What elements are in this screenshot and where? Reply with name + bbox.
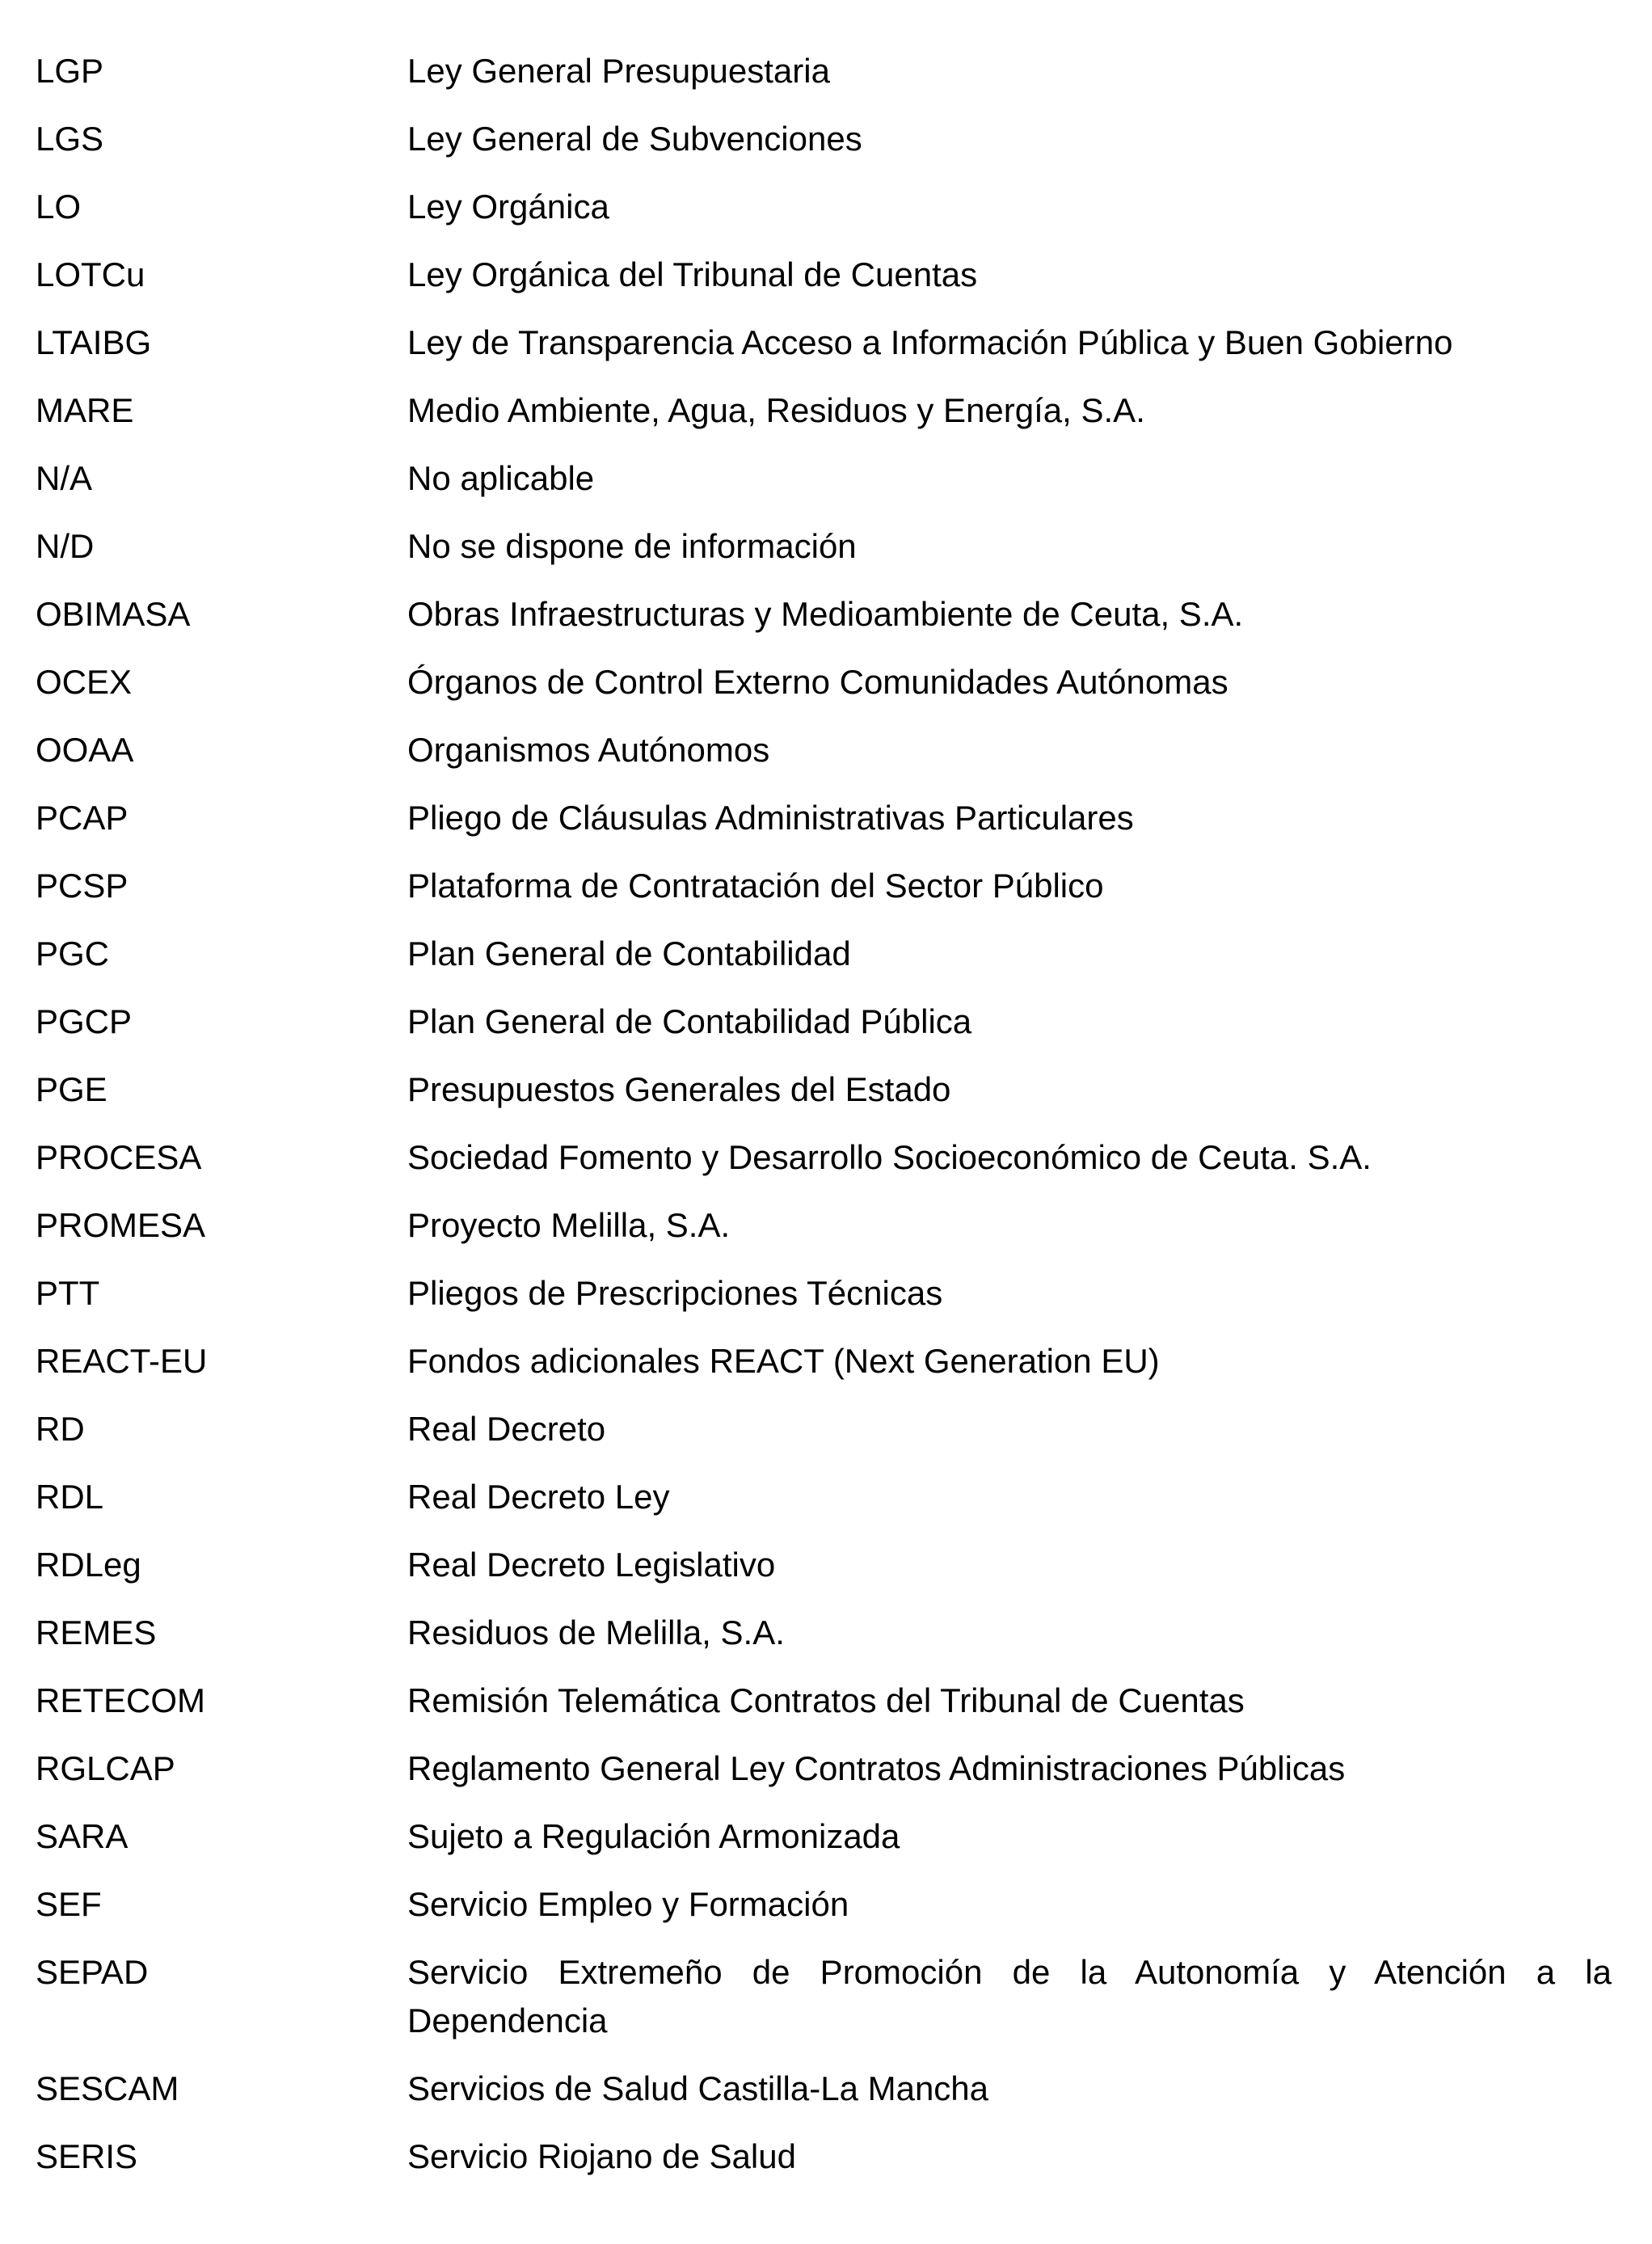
glossary-abbreviation: PGE	[36, 1070, 107, 1108]
glossary-row	[36, 454, 1612, 503]
glossary-row	[36, 522, 1612, 571]
glossary-definition: Medio Ambiente, Agua, Residuos y Energía, S.A.	[407, 391, 1145, 429]
glossary-row	[36, 1065, 1612, 1114]
glossary-abbreviation: SEF	[36, 1885, 102, 1923]
glossary-row	[36, 930, 1612, 978]
glossary-row	[36, 1812, 1612, 1861]
glossary-row	[36, 726, 1612, 774]
glossary-row	[36, 1201, 1612, 1250]
glossary-row	[36, 1609, 1612, 1657]
glossary-abbreviation: LO	[36, 188, 82, 226]
glossary-definition: Ley Orgánica del Tribunal de Cuentas	[407, 255, 978, 293]
glossary-abbreviation: REMES	[36, 1613, 157, 1651]
glossary-definition: Fondos adicionales REACT (Next Generation EU)	[407, 1342, 1160, 1380]
glossary-abbreviation: RGLCAP	[36, 1749, 175, 1787]
glossary-abbreviation: RETECOM	[36, 1681, 205, 1719]
glossary-row	[36, 1677, 1612, 1725]
glossary-abbreviation: SESCAM	[36, 2069, 179, 2107]
glossary-definition: Pliegos de Prescripciones Técnicas	[407, 1274, 943, 1312]
abbreviations-glossary	[36, 47, 1612, 2200]
glossary-definition: Presupuestos Generales del Estado	[407, 1070, 951, 1108]
glossary-definition: Plan General de Contabilidad	[407, 934, 851, 972]
glossary-definition: Organismos Autónomos	[407, 731, 770, 769]
glossary-row	[36, 1473, 1612, 1521]
glossary-row	[36, 1405, 1612, 1453]
glossary-row	[36, 183, 1612, 231]
glossary-row	[36, 1337, 1612, 1386]
glossary-row	[36, 1269, 1612, 1318]
glossary-definition: Remisión Telemática Contratos del Tribunal de Cuentas	[407, 1681, 1245, 1719]
glossary-definition: No aplicable	[407, 459, 595, 497]
glossary-abbreviation: PCSP	[36, 867, 129, 905]
glossary-abbreviation: OOAA	[36, 731, 134, 769]
glossary-abbreviation: PROMESA	[36, 1206, 206, 1244]
glossary-row	[36, 998, 1612, 1046]
glossary-abbreviation: PROCESA	[36, 1138, 202, 1176]
glossary-abbreviation: LOTCu	[36, 255, 145, 293]
glossary-row	[36, 658, 1612, 707]
glossary-row	[36, 1744, 1612, 1793]
glossary-definition: Real Decreto	[407, 1410, 606, 1448]
glossary-definition: Obras Infraestructuras y Medioambiente de Ceuta, S.A.	[407, 595, 1244, 633]
glossary-definition: Servicio Extremeño de Promoción de la Autonomía y Atención a la Dependencia	[407, 1953, 1612, 2039]
glossary-row	[36, 318, 1612, 367]
glossary-definition: Órganos de Control Externo Comunidades Autónomas	[407, 663, 1228, 701]
glossary-row	[36, 115, 1612, 163]
glossary-row	[36, 794, 1612, 842]
glossary-abbreviation: PGCP	[36, 1002, 133, 1040]
glossary-definition: Sociedad Fomento y Desarrollo Socioeconómico de Ceuta. S.A.	[407, 1138, 1372, 1176]
glossary-row	[36, 2065, 1612, 2113]
glossary-abbreviation: PGC	[36, 934, 110, 972]
glossary-definition: Residuos de Melilla, S.A.	[407, 1613, 785, 1651]
glossary-abbreviation: MARE	[36, 391, 134, 429]
glossary-abbreviation: LGS	[36, 120, 104, 158]
glossary-row	[36, 47, 1612, 95]
glossary-definition: Plataforma de Contratación del Sector Público	[407, 867, 1104, 905]
glossary-row	[36, 590, 1612, 639]
glossary-definition: Plan General de Contabilidad Pública	[407, 1002, 972, 1040]
glossary-abbreviation: OBIMASA	[36, 595, 191, 633]
glossary-definition: Ley de Transparencia Acceso a Información Pública y Buen Gobierno	[407, 323, 1453, 361]
glossary-abbreviation: LGP	[36, 52, 104, 90]
glossary-row	[36, 1133, 1612, 1182]
glossary-abbreviation: N/D	[36, 527, 95, 565]
glossary-abbreviation: RD	[36, 1410, 85, 1448]
glossary-abbreviation: SEPAD	[36, 1953, 149, 1991]
glossary-row	[36, 1541, 1612, 1589]
glossary-abbreviation: LTAIBG	[36, 323, 152, 361]
glossary-definition: Proyecto Melilla, S.A.	[407, 1206, 731, 1244]
glossary-definition: Real Decreto Ley	[407, 1478, 670, 1516]
glossary-definition: Servicio Empleo y Formación	[407, 1885, 849, 1923]
glossary-abbreviation: PCAP	[36, 799, 129, 837]
glossary-abbreviation: RDLeg	[36, 1546, 141, 1584]
glossary-abbreviation: REACT-EU	[36, 1342, 208, 1380]
glossary-abbreviation: RDL	[36, 1478, 104, 1516]
glossary-row	[36, 251, 1612, 299]
glossary-abbreviation: OCEX	[36, 663, 133, 701]
glossary-row	[36, 386, 1612, 435]
glossary-row	[36, 862, 1612, 910]
glossary-definition: Servicio Riojano de Salud	[407, 2137, 796, 2175]
glossary-definition: No se dispone de información	[407, 527, 857, 565]
glossary-abbreviation: SARA	[36, 1817, 129, 1855]
glossary-definition: Ley General de Subvenciones	[407, 120, 862, 158]
glossary-row	[36, 1880, 1612, 1929]
glossary-definition: Servicios de Salud Castilla-La Mancha	[407, 2069, 989, 2107]
glossary-definition: Ley General Presupuestaria	[407, 52, 830, 90]
glossary-definition: Sujeto a Regulación Armonizada	[407, 1817, 900, 1855]
glossary-definition: Reglamento General Ley Contratos Administraciones Públicas	[407, 1749, 1346, 1787]
glossary-definition: Ley Orgánica	[407, 188, 609, 226]
glossary-abbreviation: SERIS	[36, 2137, 138, 2175]
glossary-definition: Pliego de Cláusulas Administrativas Particulares	[407, 799, 1134, 837]
glossary-row	[36, 1948, 1612, 2045]
glossary-abbreviation: PTT	[36, 1274, 100, 1312]
glossary-abbreviation: N/A	[36, 459, 93, 497]
glossary-row	[36, 2132, 1612, 2181]
glossary-definition: Real Decreto Legislativo	[407, 1546, 776, 1584]
